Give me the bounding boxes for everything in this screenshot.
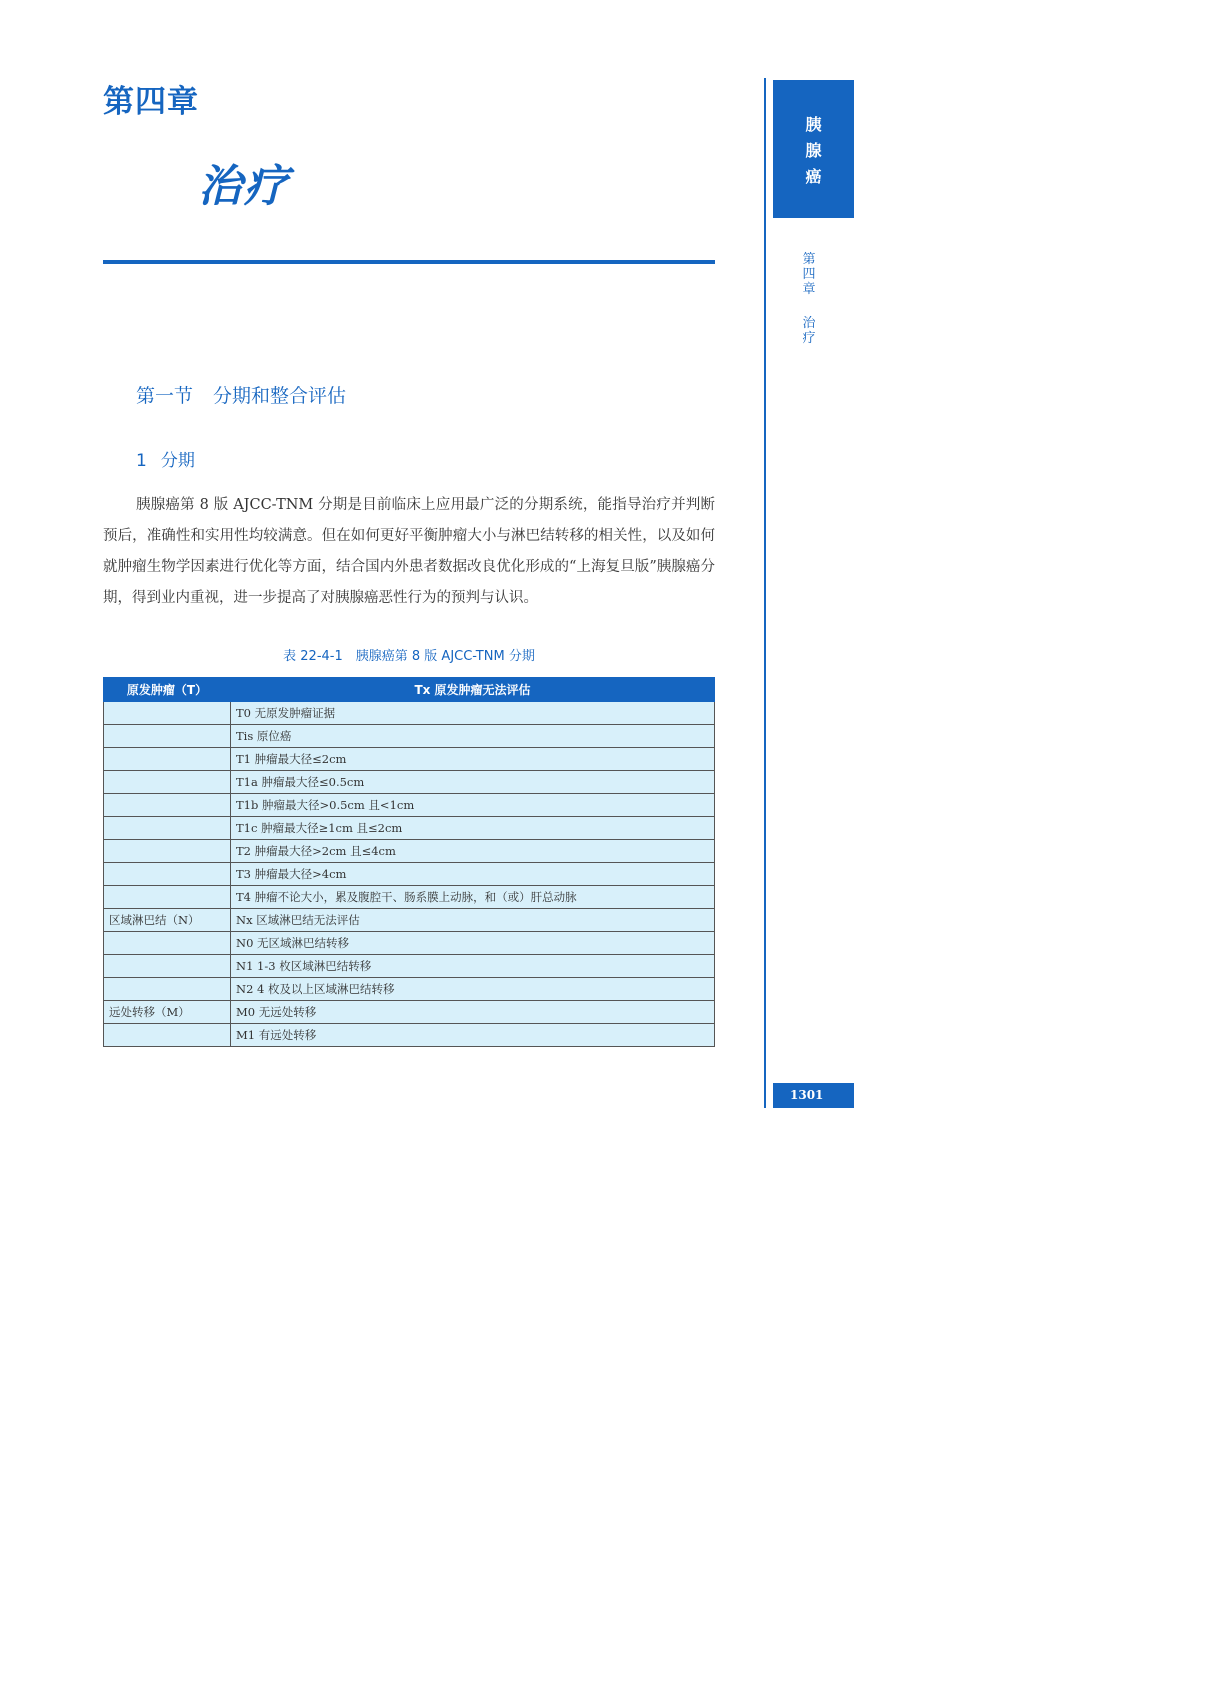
table-caption: 表 22-4-1 胰腺癌第 8 版 AJCC-TNM 分期 [283,649,535,664]
title-divider [103,260,715,264]
category-cell [104,932,231,955]
subsection-heading [136,446,195,471]
category-cell: 远处转移（M） [104,1001,231,1024]
thumb-tab-char: 癌 [805,167,822,186]
section-title: 分期和整合评估 [213,385,347,407]
category-cell [104,840,231,863]
category-cell: 区域淋巴结（N） [104,909,231,932]
table-row [104,978,715,1001]
table-row [104,702,715,725]
table-row [104,771,715,794]
running-chapter: 第四章 [802,252,816,297]
category-cell [104,748,231,771]
category-cell [104,725,231,748]
thumb-tab-char: 腺 [805,141,822,160]
stage-cell: T1b 肿瘤最大径>0.5cm 且<1cm [231,794,715,817]
subsection-title: 分期 [160,451,195,471]
table-row [104,748,715,771]
stage-cell: Tis 原位癌 [231,725,715,748]
table-row [104,840,715,863]
table-row [104,1024,715,1047]
table-row [104,955,715,978]
category-cell [104,978,231,1001]
body-paragraph: 胰腺癌第 8 版 AJCC-TNM 分期是目前临床上应用最广泛的分期系统，能指导治疗并判断预后，准确性和实用性均较满意。但在如何更好平衡肿瘤大小与淋巴结转移的相关性，以及如何就肿瘤生物学因素进行优化等方面，结合国内外患者数据改良优化形成的“上海复旦版”胰腺癌分期，得到业内重视，进一步提高了对胰腺癌恶性行为的预判与认识。 [103,497,715,606]
table-row [104,932,715,955]
stage-cell: N0 无区域淋巴结转移 [231,932,715,955]
table-row [104,1001,715,1024]
thumb-tab [773,80,854,218]
running-title: 治疗 [802,316,816,346]
chapter-label: 第四章 [103,84,199,120]
category-cell [104,794,231,817]
section-heading [136,381,346,408]
stage-cell: T1a 肿瘤最大径≤0.5cm [231,771,715,794]
thumb-tab-char: 胰 [805,115,822,134]
category-cell [104,886,231,909]
table-header-cell: Tx 原发肿瘤无法评估 [231,678,715,702]
stage-cell: T2 肿瘤最大径>2cm 且≤4cm [231,840,715,863]
stage-cell: T3 肿瘤最大径>4cm [231,863,715,886]
stage-cell: M1 有远处转移 [231,1024,715,1047]
table-row [104,817,715,840]
table-row [104,725,715,748]
stage-cell: T0 无原发肿瘤证据 [231,702,715,725]
margin-rule [764,78,766,1108]
stage-cell: N2 4 枚及以上区域淋巴结转移 [231,978,715,1001]
category-cell [104,702,231,725]
category-cell [104,817,231,840]
category-cell [104,1024,231,1047]
tnm-staging-table [103,677,715,1047]
stage-cell: M0 无远处转移 [231,1001,715,1024]
table-body [104,702,715,1047]
table-row [104,909,715,932]
table-row [104,863,715,886]
stage-cell: Nx 区域淋巴结无法评估 [231,909,715,932]
table-header-row [104,678,715,702]
category-cell [104,955,231,978]
stage-cell: T1 肿瘤最大径≤2cm [231,748,715,771]
category-cell [104,771,231,794]
stage-cell: N1 1-3 枚区域淋巴结转移 [231,955,715,978]
table-row [104,794,715,817]
section-number: 第一节 [136,385,194,407]
chapter-title: 治疗 [198,161,290,212]
stage-cell: T1c 肿瘤最大径≥1cm 且≤2cm [231,817,715,840]
table-header-cell: 原发肿瘤（T） [104,678,231,702]
table-row [104,886,715,909]
stage-cell: T4 肿瘤不论大小，累及腹腔干、肠系膜上动脉，和（或）肝总动脉 [231,886,715,909]
subsection-number: 1 [136,451,147,471]
page-number: 1301 [773,1083,854,1108]
category-cell [104,863,231,886]
